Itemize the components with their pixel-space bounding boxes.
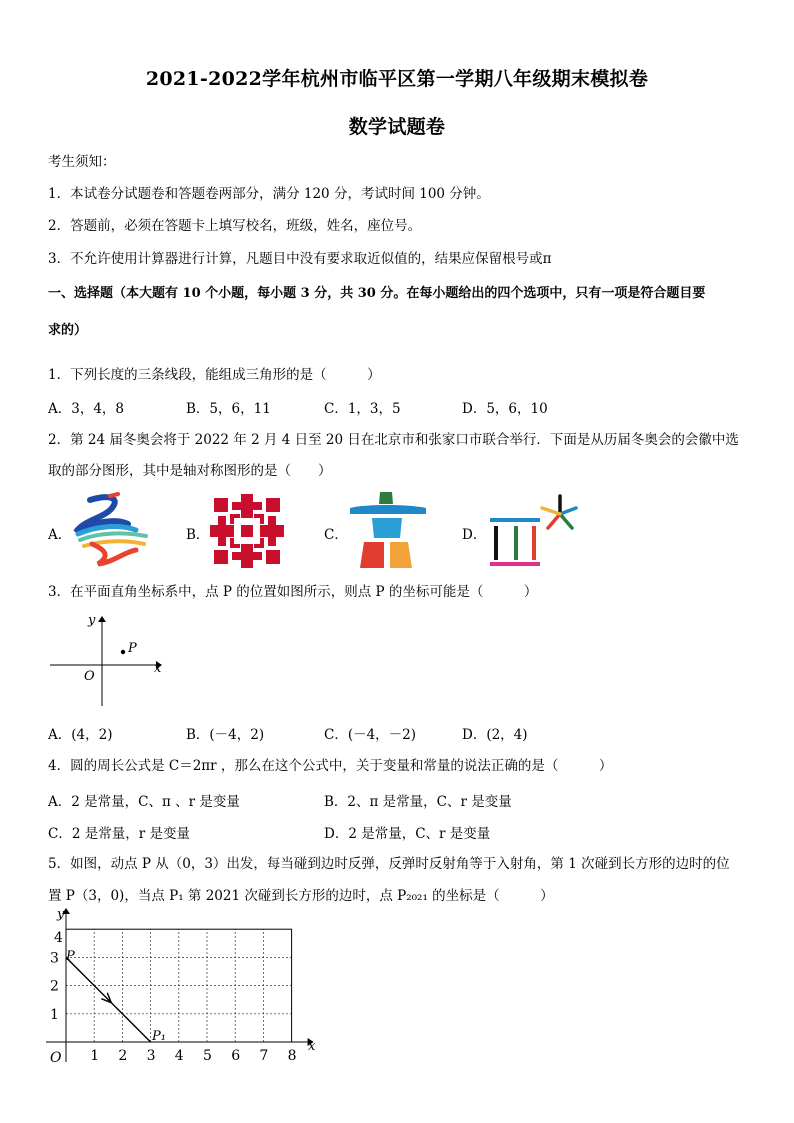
q4-option-b: B．2、π 是常量，C、r 是变量 bbox=[324, 794, 512, 810]
x-tick-label: 4 bbox=[174, 1048, 184, 1064]
y-axis-label: y bbox=[57, 907, 65, 922]
x-axis-label: x bbox=[308, 1039, 316, 1054]
page-title: 2021-2022学年杭州市临平区第一学期八年级期末模拟卷 bbox=[145, 68, 649, 90]
question-1-stem: 1．下列长度的三条线段，能组成三角形的是（ ） bbox=[48, 367, 381, 383]
x-axis-label: x bbox=[154, 661, 162, 676]
notice-item: 2．答题前，必须在答题卡上填写校名，班级，姓名，座位号。 bbox=[48, 218, 422, 234]
emblem-ribbon-icon bbox=[70, 492, 152, 572]
question-5-stem-cont: 置 P（3，0)，当点 P₁ 第 2021 次碰到长方形的边时，点 P₂₀₂₁ 的坐标是（ ） bbox=[48, 888, 554, 904]
emblem-star-lines-icon bbox=[486, 494, 582, 568]
y-axis-arrow-icon bbox=[98, 616, 106, 622]
q2-label-d: D． bbox=[462, 527, 487, 543]
trajectory-line bbox=[66, 957, 151, 1042]
origin-label: O bbox=[84, 669, 95, 684]
question-2-stem: 2．第 24 届冬奥会将于 2022 年 2 月 4 日至 20 日在北京市和张家口市联合举行．下面是从历届冬奥会的会徽中选 bbox=[48, 432, 739, 448]
y-tick-label: 3 bbox=[50, 950, 59, 967]
end-point-label: P₁ bbox=[152, 1029, 166, 1044]
y-tick-4: 4 bbox=[54, 930, 63, 946]
q3-option-d: D．(2，4) bbox=[462, 727, 528, 743]
origin-label: O bbox=[50, 1050, 62, 1066]
start-point-label: P bbox=[66, 949, 75, 964]
q3-option-a: A．(4，2) bbox=[48, 727, 113, 743]
q1-option-a: A．3，4，8 bbox=[48, 401, 125, 417]
y-tick-label: 2 bbox=[50, 978, 59, 995]
page-subtitle: 数学试题卷 bbox=[348, 116, 446, 138]
section-heading-cont: 求的） bbox=[48, 323, 88, 338]
q1-option-b: B．5，6，11 bbox=[186, 401, 271, 417]
x-tick-label: 2 bbox=[118, 1048, 128, 1064]
q1-option-c: C．1，3，5 bbox=[324, 401, 401, 417]
x-tick-label: 5 bbox=[203, 1048, 212, 1064]
q1-option-d: D．5，6，10 bbox=[462, 401, 548, 417]
q2-label-a: A． bbox=[48, 527, 72, 543]
y-axis-label: y bbox=[88, 613, 96, 628]
q4-option-c: C．2 是常量，r 是变量 bbox=[48, 826, 190, 842]
q3-option-b: B．(－4，2) bbox=[186, 727, 265, 743]
x-tick-label: 3 bbox=[146, 1048, 156, 1064]
x-tick-label: 6 bbox=[231, 1048, 241, 1064]
q4-option-a: A．2 是常量，C、π 、r 是变量 bbox=[48, 794, 240, 810]
section-heading: 一、选择题（本大题有 10 个小题，每小题 3 分，共 30 分。在每小题给出的四个选项中，只有一项是符合题目要 bbox=[48, 286, 706, 301]
emblem-snowflake-icon bbox=[208, 492, 286, 570]
y-tick-label: 1 bbox=[50, 1006, 59, 1023]
question-5-stem: 5．如图，动点 P 从（0，3）出发，每当碰到边时反弹，反弹时反射角等于入射角，第 1 次碰到长方形的边时的位 bbox=[48, 856, 730, 872]
question-4-stem: 4．圆的周长公式是 C＝2πr ，那么在这个公式中，关于变量和常量的说法正确的是（ ） bbox=[48, 758, 613, 774]
q2-label-c: C． bbox=[324, 527, 348, 543]
emblem-inukshuk-icon bbox=[346, 490, 430, 572]
q3-option-c: C．(－4，－2) bbox=[324, 727, 417, 743]
point-p-label: P bbox=[128, 641, 137, 656]
question-2-stem-cont: 取的部分图形，其中是轴对称图形的是（ ） bbox=[48, 463, 332, 479]
q3-coordinate-figure bbox=[44, 608, 174, 712]
q2-label-b: B． bbox=[186, 527, 210, 543]
x-tick-label: 7 bbox=[259, 1048, 269, 1064]
q4-option-d: D．2 是常量，C、r 是变量 bbox=[324, 826, 491, 842]
question-3-stem: 3．在平面直角坐标系中，点 P 的位置如图所示，则点 P 的坐标可能是（ ） bbox=[48, 584, 538, 600]
notice-heading: 考生须知： bbox=[48, 154, 116, 170]
notice-item: 3．不允许使用计算器进行计算，凡题目中没有要求取近似值的，结果应保留根号或π bbox=[48, 251, 552, 267]
x-tick-label: 1 bbox=[90, 1048, 100, 1064]
notice-item: 1．本试卷分试题卷和答题卷两部分，满分 120 分，考试时间 100 分钟。 bbox=[48, 186, 490, 202]
q5-grid-figure bbox=[40, 904, 330, 1066]
point-p bbox=[121, 650, 125, 654]
x-tick-label: 8 bbox=[287, 1048, 297, 1064]
